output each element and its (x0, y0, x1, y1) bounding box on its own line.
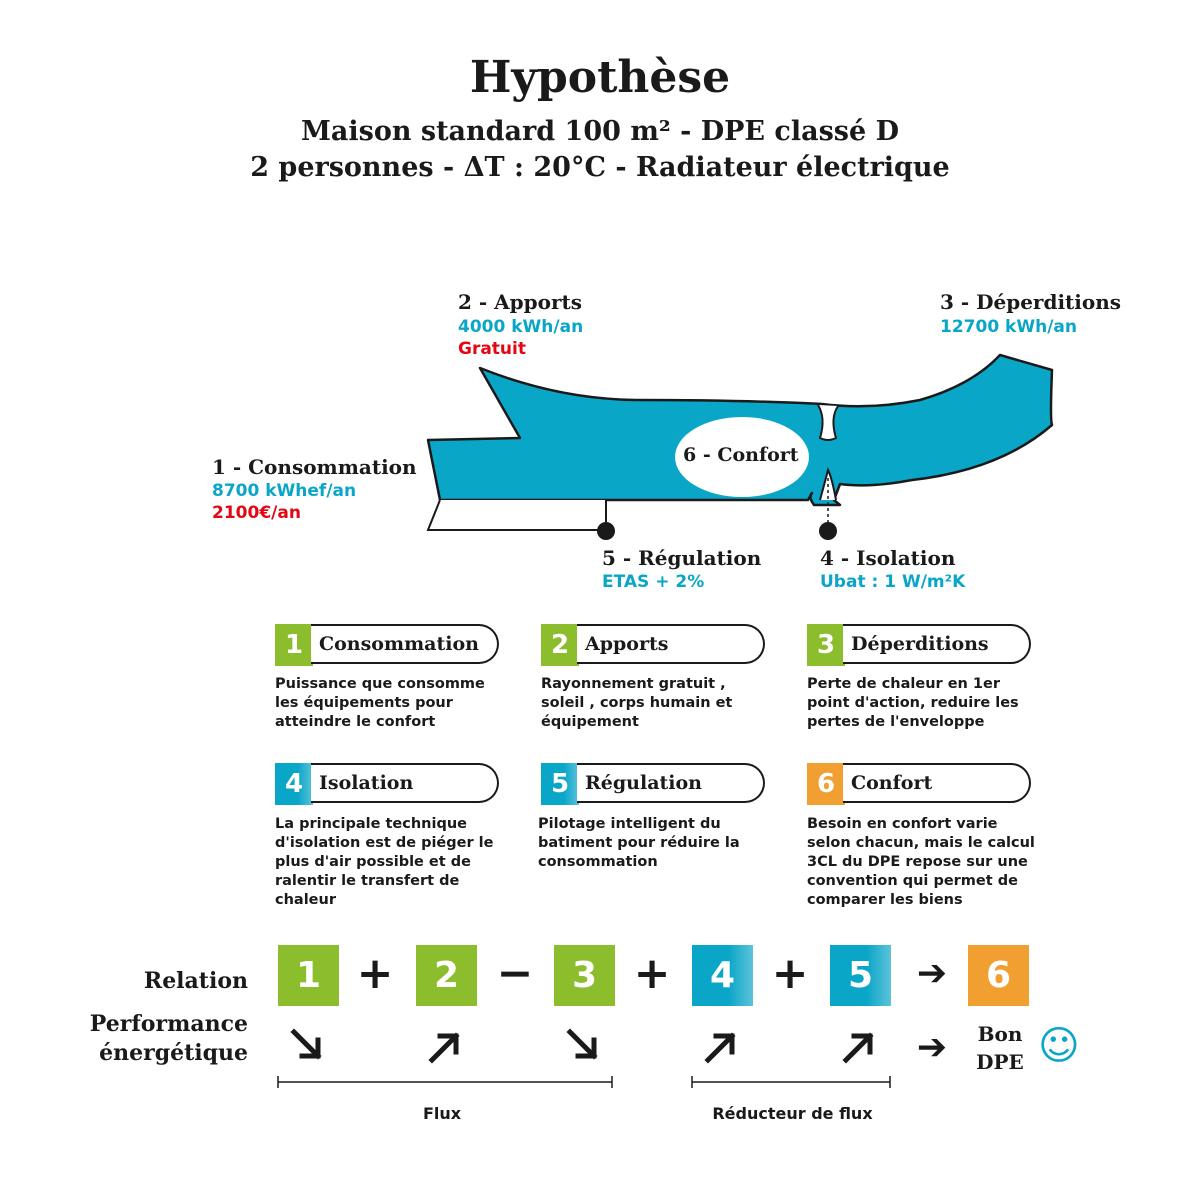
relation-item-2: 2 (416, 945, 477, 1006)
card-description-deperditions: Perte de chaleur en 1er point d'action, reduire les pertes de l'enveloppe (807, 676, 1019, 730)
relation-item-5: 5 (830, 945, 891, 1006)
regulation-loss (428, 500, 606, 530)
operator-minus: − (496, 948, 534, 999)
card-badge: 5 (541, 763, 579, 805)
consommation-cost: 2100€/an (212, 503, 301, 523)
page-title: Hypothèse (469, 52, 731, 103)
card-badge: 3 (807, 624, 845, 666)
arrow-down-right-icon (288, 1028, 328, 1064)
card-description-consommation: Puissance que consomme les équipements pour atteindre le confort (275, 676, 485, 730)
deperditions-label: 3 - Déperditions (940, 290, 1122, 314)
subtitle-line-1: Maison standard 100 m² - DPE classé D (301, 116, 899, 147)
subtitle-line-2: 2 personnes - ΔT : 20°C - Radiateur électrique (250, 152, 950, 183)
apports-cost: Gratuit (458, 339, 526, 359)
implies-arrow-icon: ➔ (916, 1027, 948, 1068)
card-title: Consommation (311, 624, 499, 664)
brackets (270, 1072, 910, 1092)
operator-plus: + (356, 948, 394, 999)
regulation-label: 5 - Régulation (602, 546, 762, 570)
card-description-regulation: Pilotage intelligent du batiment pour réduire la consommation (538, 816, 740, 870)
relation-label: Relation (143, 968, 248, 994)
card-badge: 4 (275, 763, 313, 805)
deperditions-energy: 12700 kWh/an (940, 317, 1078, 337)
relation-item-6: 6 (968, 945, 1029, 1006)
reducteur-label: Réducteur de flux (712, 1104, 873, 1123)
arrow-up-right-icon (702, 1028, 742, 1064)
card-badge: 2 (541, 624, 579, 666)
card-title: Apports (577, 624, 765, 664)
performance-label: Performance énergétique (89, 1011, 248, 1066)
relation-item-3: 3 (554, 945, 615, 1006)
card-consommation (275, 624, 503, 666)
card-description-apports: Rayonnement gratuit , soleil , corps humain et équipement (541, 676, 733, 730)
operator-plus: + (633, 948, 671, 999)
card-description-confort: Besoin en confort varie selon chacun, mais le calcul 3CL du DPE repose sur une convention qui permet de comparer les biens (807, 816, 1035, 908)
consommation-label: 1 - Consommation (212, 455, 417, 479)
card-deperditions (807, 624, 1035, 666)
consommation-energy: 8700 kWhef/an (212, 481, 357, 501)
regulation-value: ETAS + 2% (602, 572, 705, 592)
card-description-isolation: La principale technique d'isolation est de piéger le plus d'air possible et de ralentir le transfert de chaleur (275, 816, 494, 908)
apports-label: 2 - Apports (458, 290, 583, 314)
card-regulation (541, 763, 769, 805)
card-title: Confort (843, 763, 1031, 803)
card-title: Isolation (311, 763, 499, 803)
card-badge: 1 (275, 624, 313, 666)
bon-dpe-label: Bon DPE (976, 1022, 1024, 1074)
card-badge: 6 (807, 763, 845, 805)
smiley-icon: ☺ (1038, 1023, 1080, 1069)
operator-plus: + (771, 948, 809, 999)
arrow-up-right-icon (426, 1028, 466, 1064)
arrow-up-right-icon (840, 1028, 880, 1064)
isolation-value: Ubat : 1 W/m²K (820, 572, 966, 592)
flux-label: Flux (422, 1104, 462, 1123)
apports-energy: 4000 kWh/an (458, 317, 584, 337)
arrow-down-right-icon (564, 1028, 604, 1064)
card-apports (541, 624, 769, 666)
regulation-dot (597, 522, 615, 540)
card-confort (807, 763, 1035, 805)
operator-implies: ➔ (916, 953, 948, 994)
isolation-label: 4 - Isolation (820, 546, 956, 570)
card-title: Déperditions (843, 624, 1031, 664)
relation-item-1: 1 (278, 945, 339, 1006)
isolation-dot (819, 522, 837, 540)
confort-label: 6 - Confort (683, 444, 799, 466)
card-title: Régulation (577, 763, 765, 803)
card-isolation (275, 763, 503, 805)
relation-item-4: 4 (692, 945, 753, 1006)
